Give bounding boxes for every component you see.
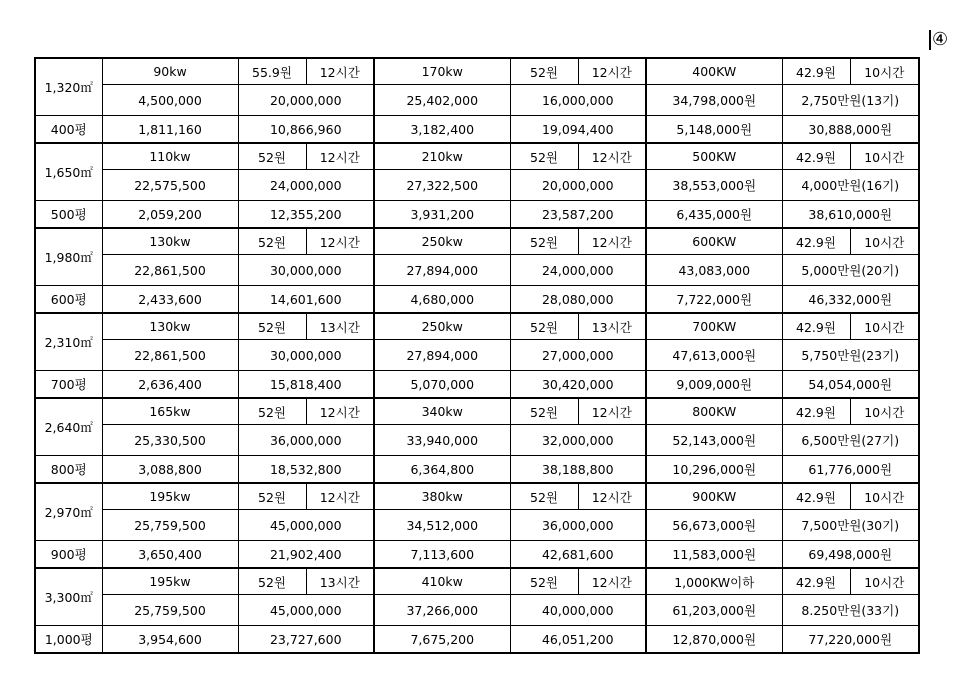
monthly-cost-cell: 2,636,400 — [102, 371, 238, 399]
installation-cost-cell: 25,759,500 — [102, 510, 238, 541]
table-row — [35, 483, 919, 510]
operating-hours-cell: 12시간 — [578, 398, 646, 425]
monthly-cost-cell: 6,435,000원 — [646, 201, 782, 229]
monthly-cost-cell: 3,088,800 — [102, 456, 238, 484]
installation-cost-cell: 22,861,500 — [102, 255, 238, 286]
annual-cost-cell: 38,610,000원 — [782, 201, 919, 229]
capacity-cell: 195kw — [102, 568, 238, 595]
budget-cell: 36,000,000 — [510, 510, 646, 541]
monthly-cost-cell: 6,364,800 — [374, 456, 510, 484]
installation-cost-cell: 61,203,000원 — [646, 595, 782, 626]
installation-cost-cell: 27,894,000 — [374, 255, 510, 286]
table-row — [35, 143, 919, 170]
installation-cost-cell: 56,673,000원 — [646, 510, 782, 541]
annual-cost-cell: 28,080,000 — [510, 286, 646, 314]
area-pyeong-cell: 900평 — [35, 541, 102, 569]
budget-cell: 5,750만원(23기) — [782, 340, 919, 371]
installation-cost-cell: 25,402,000 — [374, 85, 510, 116]
monthly-cost-cell: 3,954,600 — [102, 626, 238, 654]
table-row — [35, 541, 919, 569]
area-sqm-cell: 2,310㎡ — [35, 313, 102, 371]
area-pyeong-cell: 500평 — [35, 201, 102, 229]
annual-cost-cell: 14,601,600 — [238, 286, 374, 314]
unit-rate-cell: 52원 — [510, 228, 578, 255]
annual-cost-cell: 46,332,000원 — [782, 286, 919, 314]
table-row — [35, 595, 919, 626]
area-pyeong-cell: 700평 — [35, 371, 102, 399]
budget-cell: 16,000,000 — [510, 85, 646, 116]
capacity-cell: 500KW — [646, 143, 782, 170]
unit-rate-cell: 52원 — [238, 398, 306, 425]
capacity-cell: 800KW — [646, 398, 782, 425]
capacity-cell: 1,000KW이하 — [646, 568, 782, 595]
monthly-cost-cell: 5,148,000원 — [646, 116, 782, 144]
annual-cost-cell: 19,094,400 — [510, 116, 646, 144]
budget-cell: 45,000,000 — [238, 595, 374, 626]
area-sqm-cell: 1,320㎡ — [35, 58, 102, 116]
table-row — [35, 286, 919, 314]
budget-cell: 30,000,000 — [238, 255, 374, 286]
capacity-cell: 250kw — [374, 228, 510, 255]
annual-cost-cell: 18,532,800 — [238, 456, 374, 484]
operating-hours-cell: 12시간 — [306, 228, 374, 255]
budget-cell: 5,000만원(20기) — [782, 255, 919, 286]
budget-cell: 27,000,000 — [510, 340, 646, 371]
operating-hours-cell: 10시간 — [850, 568, 919, 595]
installation-cost-cell: 52,143,000원 — [646, 425, 782, 456]
capacity-cell: 380kw — [374, 483, 510, 510]
installation-cost-cell: 37,266,000 — [374, 595, 510, 626]
operating-hours-cell: 10시간 — [850, 228, 919, 255]
installation-cost-cell: 27,894,000 — [374, 340, 510, 371]
operating-hours-cell: 12시간 — [306, 58, 374, 85]
installation-cost-cell: 34,798,000원 — [646, 85, 782, 116]
monthly-cost-cell: 2,059,200 — [102, 201, 238, 229]
unit-rate-cell: 52원 — [510, 398, 578, 425]
capacity-cell: 600KW — [646, 228, 782, 255]
installation-cost-cell: 47,613,000원 — [646, 340, 782, 371]
operating-hours-cell: 12시간 — [306, 483, 374, 510]
capacity-cell: 700KW — [646, 313, 782, 340]
monthly-cost-cell: 4,680,000 — [374, 286, 510, 314]
installation-cost-cell: 38,553,000원 — [646, 170, 782, 201]
monthly-cost-cell: 2,433,600 — [102, 286, 238, 314]
operating-hours-cell: 13시간 — [306, 313, 374, 340]
unit-rate-cell: 55.9원 — [238, 58, 306, 85]
budget-cell: 8.250만원(33기) — [782, 595, 919, 626]
installation-cost-cell: 22,861,500 — [102, 340, 238, 371]
budget-cell: 45,000,000 — [238, 510, 374, 541]
budget-cell: 24,000,000 — [510, 255, 646, 286]
monthly-cost-cell: 9,009,000원 — [646, 371, 782, 399]
annual-cost-cell: 23,727,600 — [238, 626, 374, 654]
capacity-cell: 90kw — [102, 58, 238, 85]
annual-cost-cell: 10,866,960 — [238, 116, 374, 144]
installation-cost-cell: 43,083,000 — [646, 255, 782, 286]
budget-cell: 24,000,000 — [238, 170, 374, 201]
table-row — [35, 340, 919, 371]
cost-comparison-table — [34, 57, 920, 654]
table-row — [35, 170, 919, 201]
monthly-cost-cell: 11,583,000원 — [646, 541, 782, 569]
annual-cost-cell: 42,681,600 — [510, 541, 646, 569]
table-row — [35, 201, 919, 229]
page-number-marker: ④ — [929, 30, 948, 50]
installation-cost-cell: 4,500,000 — [102, 85, 238, 116]
table-row — [35, 255, 919, 286]
budget-cell: 20,000,000 — [510, 170, 646, 201]
budget-cell: 32,000,000 — [510, 425, 646, 456]
budget-cell: 6,500만원(27기) — [782, 425, 919, 456]
area-pyeong-cell: 400평 — [35, 116, 102, 144]
operating-hours-cell: 10시간 — [850, 143, 919, 170]
annual-cost-cell: 54,054,000원 — [782, 371, 919, 399]
installation-cost-cell: 25,759,500 — [102, 595, 238, 626]
monthly-cost-cell: 3,650,400 — [102, 541, 238, 569]
budget-cell: 4,000만원(16기) — [782, 170, 919, 201]
capacity-cell: 110kw — [102, 143, 238, 170]
annual-cost-cell: 21,902,400 — [238, 541, 374, 569]
installation-cost-cell: 27,322,500 — [374, 170, 510, 201]
operating-hours-cell: 13시간 — [306, 568, 374, 595]
unit-rate-cell: 52원 — [510, 143, 578, 170]
unit-rate-cell: 52원 — [510, 568, 578, 595]
unit-rate-cell: 52원 — [238, 228, 306, 255]
area-pyeong-cell: 800평 — [35, 456, 102, 484]
unit-rate-cell: 42.9원 — [782, 568, 850, 595]
operating-hours-cell: 10시간 — [850, 483, 919, 510]
unit-rate-cell: 52원 — [510, 58, 578, 85]
capacity-cell: 250kw — [374, 313, 510, 340]
table-row — [35, 58, 919, 85]
annual-cost-cell: 69,498,000원 — [782, 541, 919, 569]
area-pyeong-cell: 600평 — [35, 286, 102, 314]
operating-hours-cell: 10시간 — [850, 398, 919, 425]
monthly-cost-cell: 3,931,200 — [374, 201, 510, 229]
operating-hours-cell: 12시간 — [306, 143, 374, 170]
unit-rate-cell: 52원 — [238, 313, 306, 340]
capacity-cell: 130kw — [102, 228, 238, 255]
annual-cost-cell: 23,587,200 — [510, 201, 646, 229]
installation-cost-cell: 34,512,000 — [374, 510, 510, 541]
unit-rate-cell: 52원 — [238, 483, 306, 510]
annual-cost-cell: 46,051,200 — [510, 626, 646, 654]
installation-cost-cell: 25,330,500 — [102, 425, 238, 456]
unit-rate-cell: 52원 — [238, 143, 306, 170]
table-row — [35, 371, 919, 399]
budget-cell: 36,000,000 — [238, 425, 374, 456]
budget-cell: 40,000,000 — [510, 595, 646, 626]
unit-rate-cell: 52원 — [238, 568, 306, 595]
capacity-cell: 900KW — [646, 483, 782, 510]
annual-cost-cell: 38,188,800 — [510, 456, 646, 484]
annual-cost-cell: 61,776,000원 — [782, 456, 919, 484]
unit-rate-cell: 42.9원 — [782, 58, 850, 85]
area-sqm-cell: 1,980㎡ — [35, 228, 102, 286]
table-row — [35, 116, 919, 144]
installation-cost-cell: 33,940,000 — [374, 425, 510, 456]
annual-cost-cell: 30,420,000 — [510, 371, 646, 399]
capacity-cell: 170kw — [374, 58, 510, 85]
annual-cost-cell: 30,888,000원 — [782, 116, 919, 144]
budget-cell: 30,000,000 — [238, 340, 374, 371]
monthly-cost-cell: 7,113,600 — [374, 541, 510, 569]
operating-hours-cell: 10시간 — [850, 58, 919, 85]
budget-cell: 20,000,000 — [238, 85, 374, 116]
table-row — [35, 626, 919, 654]
capacity-cell: 130kw — [102, 313, 238, 340]
annual-cost-cell: 77,220,000원 — [782, 626, 919, 654]
table-row — [35, 85, 919, 116]
area-pyeong-cell: 1,000평 — [35, 626, 102, 654]
monthly-cost-cell: 7,722,000원 — [646, 286, 782, 314]
operating-hours-cell: 12시간 — [578, 143, 646, 170]
capacity-cell: 340kw — [374, 398, 510, 425]
area-sqm-cell: 1,650㎡ — [35, 143, 102, 201]
unit-rate-cell: 42.9원 — [782, 398, 850, 425]
operating-hours-cell: 13시간 — [578, 313, 646, 340]
monthly-cost-cell: 12,870,000원 — [646, 626, 782, 654]
unit-rate-cell: 52원 — [510, 483, 578, 510]
unit-rate-cell: 42.9원 — [782, 143, 850, 170]
table-row — [35, 228, 919, 255]
installation-cost-cell: 22,575,500 — [102, 170, 238, 201]
monthly-cost-cell: 3,182,400 — [374, 116, 510, 144]
capacity-cell: 195kw — [102, 483, 238, 510]
area-sqm-cell: 2,640㎡ — [35, 398, 102, 456]
operating-hours-cell: 12시간 — [578, 568, 646, 595]
capacity-cell: 210kw — [374, 143, 510, 170]
table-row — [35, 456, 919, 484]
unit-rate-cell: 42.9원 — [782, 483, 850, 510]
monthly-cost-cell: 7,675,200 — [374, 626, 510, 654]
monthly-cost-cell: 10,296,000원 — [646, 456, 782, 484]
table-row — [35, 398, 919, 425]
area-sqm-cell: 2,970㎡ — [35, 483, 102, 541]
operating-hours-cell: 12시간 — [578, 228, 646, 255]
monthly-cost-cell: 1,811,160 — [102, 116, 238, 144]
monthly-cost-cell: 5,070,000 — [374, 371, 510, 399]
annual-cost-cell: 12,355,200 — [238, 201, 374, 229]
budget-cell: 2,750만원(13기) — [782, 85, 919, 116]
unit-rate-cell: 42.9원 — [782, 313, 850, 340]
operating-hours-cell: 12시간 — [578, 483, 646, 510]
annual-cost-cell: 15,818,400 — [238, 371, 374, 399]
operating-hours-cell: 12시간 — [578, 58, 646, 85]
budget-cell: 7,500만원(30기) — [782, 510, 919, 541]
capacity-cell: 165kw — [102, 398, 238, 425]
table-row — [35, 510, 919, 541]
area-sqm-cell: 3,300㎡ — [35, 568, 102, 626]
operating-hours-cell: 10시간 — [850, 313, 919, 340]
capacity-cell: 400KW — [646, 58, 782, 85]
unit-rate-cell: 52원 — [510, 313, 578, 340]
operating-hours-cell: 12시간 — [306, 398, 374, 425]
table-row — [35, 568, 919, 595]
table-row — [35, 313, 919, 340]
table-row — [35, 425, 919, 456]
unit-rate-cell: 42.9원 — [782, 228, 850, 255]
capacity-cell: 410kw — [374, 568, 510, 595]
